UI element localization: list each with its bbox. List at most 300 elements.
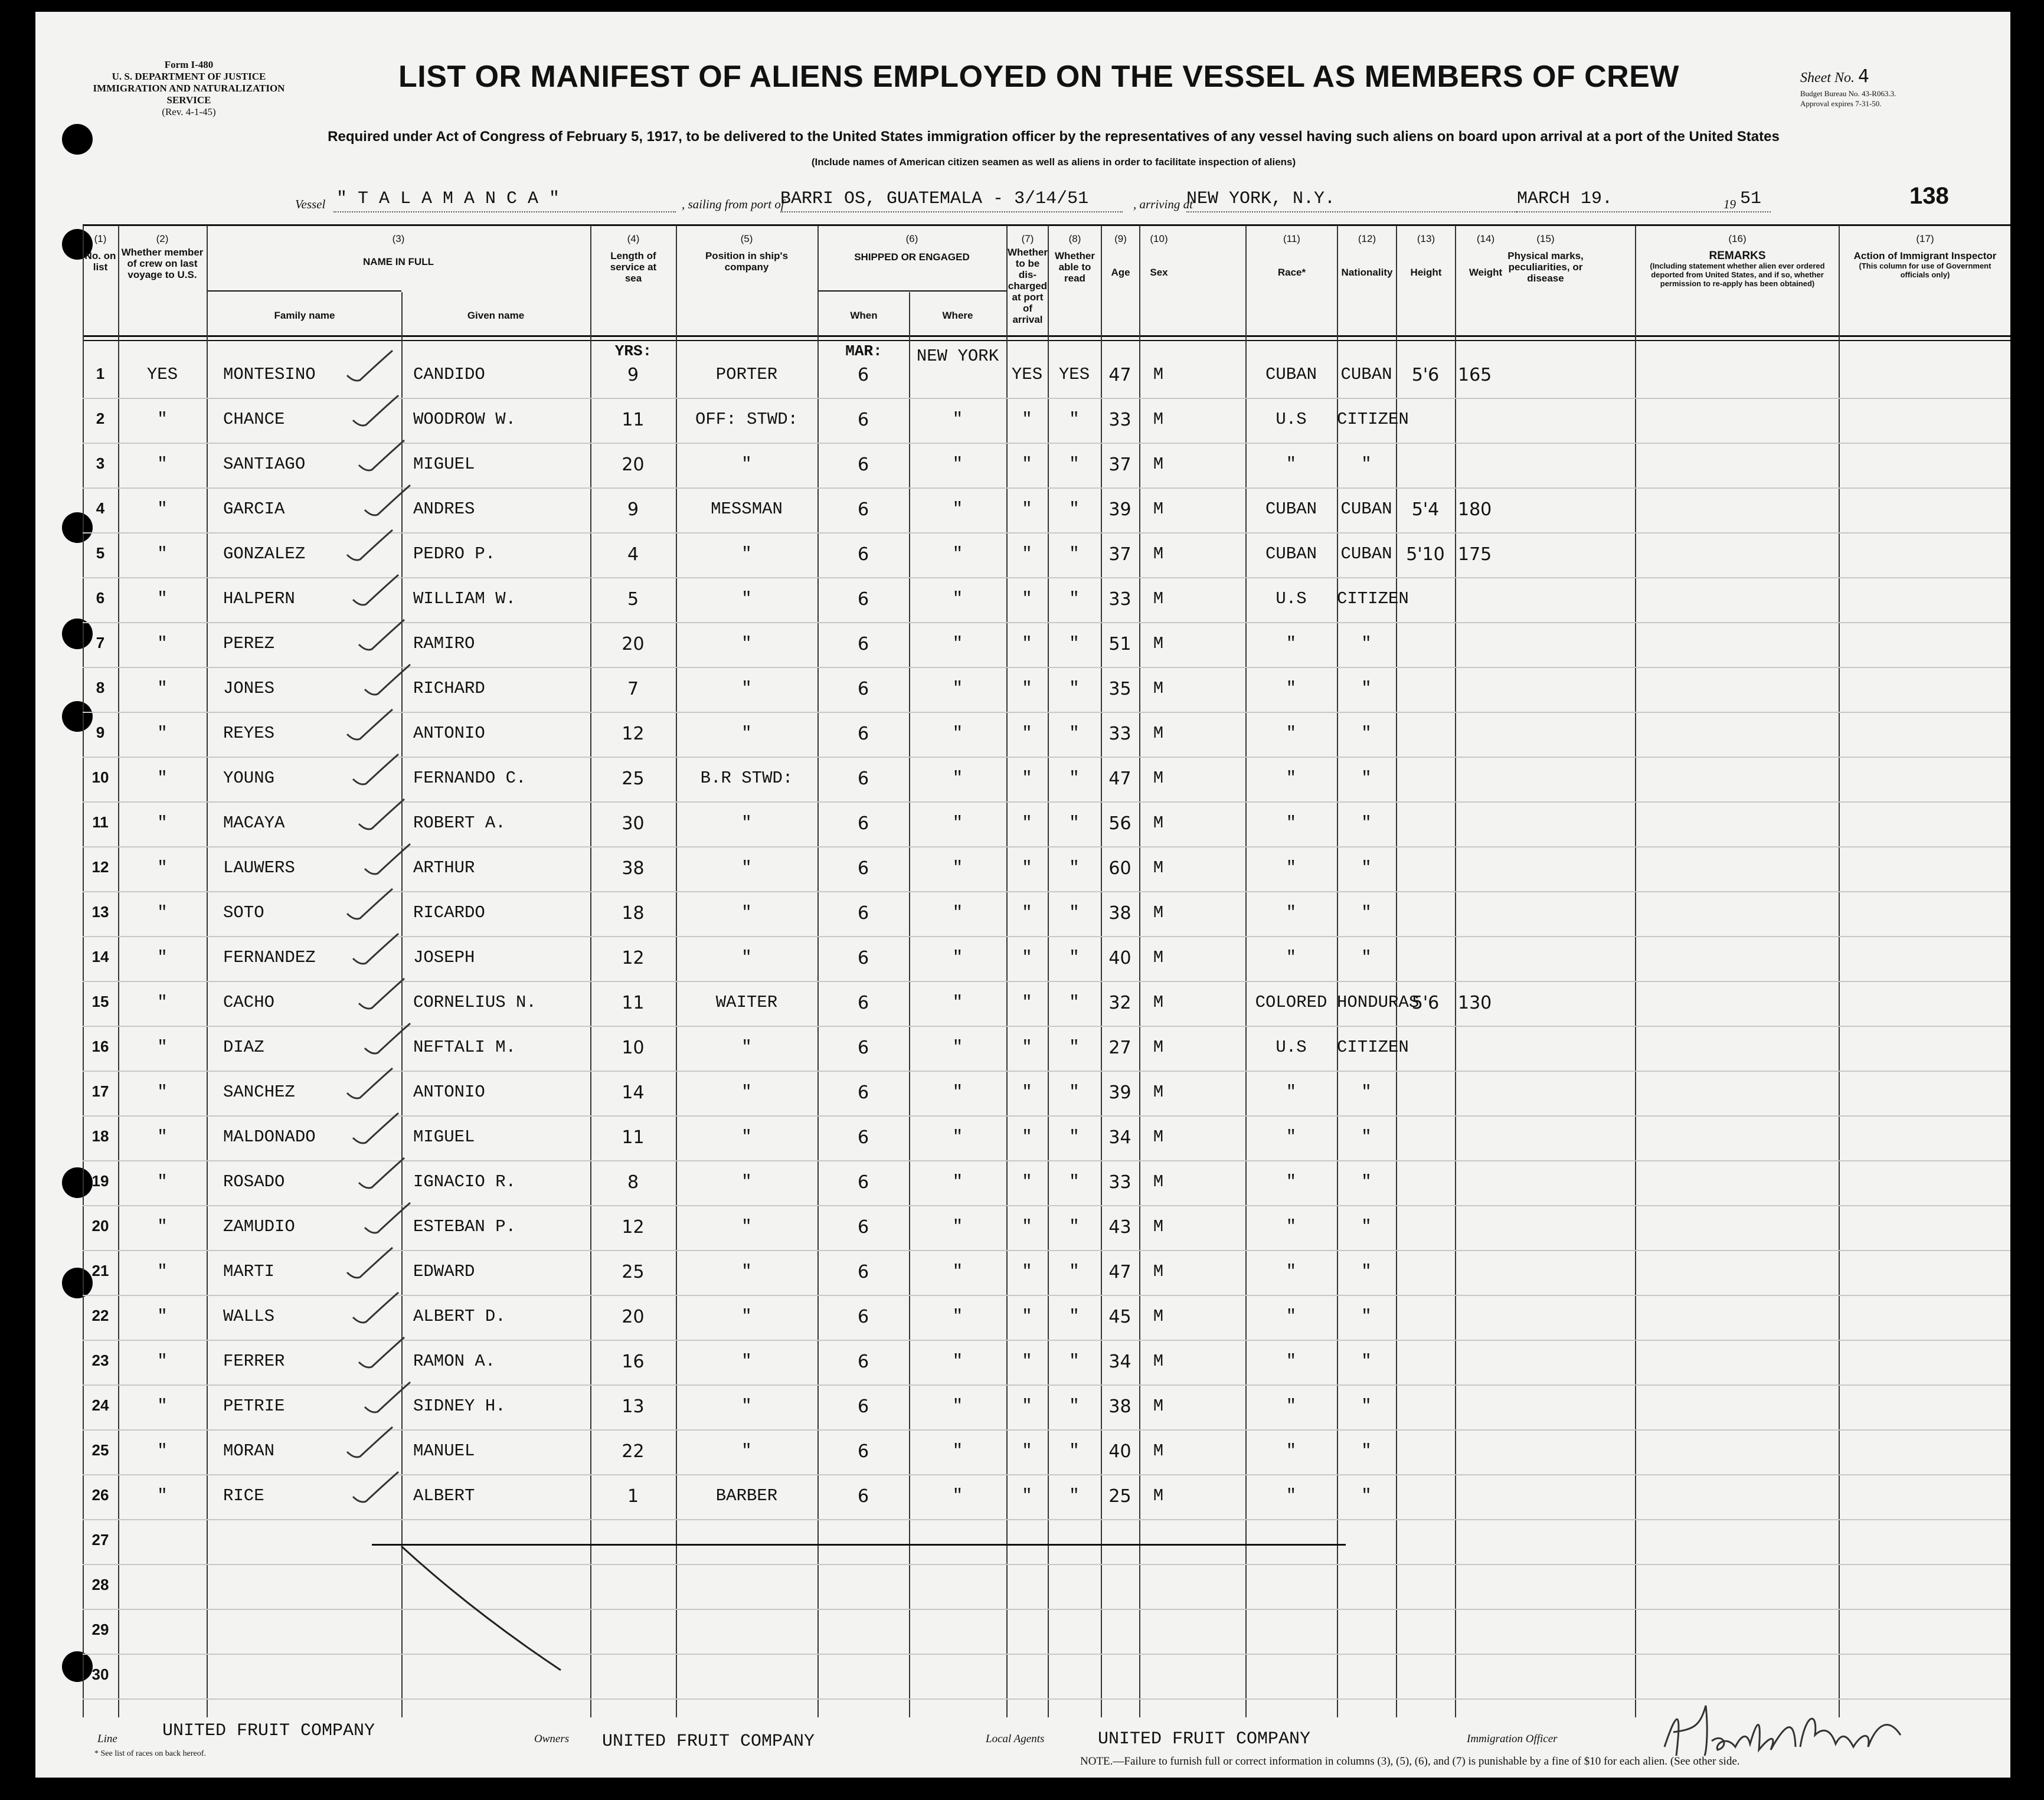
line-label: Line bbox=[97, 1733, 117, 1745]
cell-race: " bbox=[1286, 1172, 1297, 1192]
cell-crew: " bbox=[157, 1396, 168, 1416]
cell-when: 6 bbox=[857, 1038, 869, 1058]
cell-given: WILLIAM W. bbox=[413, 589, 516, 608]
cell-read: " bbox=[1069, 1262, 1080, 1281]
check-mark-icon bbox=[348, 570, 401, 611]
cell-read: " bbox=[1069, 948, 1080, 967]
cell-crew: " bbox=[157, 410, 168, 429]
cell-race: " bbox=[1286, 1486, 1297, 1506]
cell-where: " bbox=[952, 1351, 963, 1371]
cell-service: 1 bbox=[627, 1486, 639, 1507]
header-col-4: (4) Length of service at sea bbox=[610, 233, 657, 284]
cell-no: 11 bbox=[92, 813, 109, 831]
page-title: LIST OR MANIFEST OF ALIENS EMPLOYED ON THE VESSEL AS MEMBERS OF CREW bbox=[398, 60, 1679, 94]
header-col-7: (7) Whether to be dis-charged at port of arrival bbox=[1008, 233, 1048, 325]
check-mark-icon bbox=[342, 1063, 395, 1105]
cell-given: RAMIRO bbox=[413, 634, 475, 653]
cell-no: 13 bbox=[91, 903, 109, 921]
cell-when: 6 bbox=[857, 410, 869, 430]
check-mark-icon bbox=[354, 1333, 407, 1374]
cell-where: " bbox=[952, 499, 963, 519]
header-col-8: (8) Whether able to read bbox=[1055, 233, 1095, 284]
cell-discharged: " bbox=[1022, 1441, 1032, 1461]
header-col-9: (9) Age bbox=[1111, 233, 1130, 278]
cell-crew: " bbox=[157, 948, 168, 967]
cell-no: 9 bbox=[96, 724, 105, 741]
check-mark-icon bbox=[348, 1467, 401, 1508]
cell-race: " bbox=[1286, 634, 1297, 653]
cell-service: 4 bbox=[627, 544, 639, 565]
arrival-port: NEW YORK, N.Y. bbox=[1186, 189, 1336, 209]
cell-crew: " bbox=[157, 768, 168, 788]
cell-family: CHANCE bbox=[223, 410, 285, 429]
cell-sex: M bbox=[1153, 858, 1164, 878]
cell-crew: " bbox=[157, 993, 168, 1012]
cell-read: " bbox=[1069, 1217, 1080, 1236]
cell-when: 6 bbox=[857, 589, 869, 610]
cell-race: " bbox=[1286, 858, 1297, 878]
form-number: Form I-480 bbox=[164, 59, 214, 70]
header-col-17: (17) Action of Immigrant Inspector (This column for use of Government officials only) bbox=[1853, 233, 1997, 279]
check-mark-icon bbox=[354, 1153, 407, 1194]
cell-given: SIDNEY H. bbox=[413, 1396, 506, 1416]
form-identifier bbox=[71, 59, 307, 118]
cell-no: 24 bbox=[91, 1396, 109, 1414]
cell-service: 9 bbox=[627, 499, 639, 520]
cell-service: 16 bbox=[622, 1351, 645, 1372]
cell-no: 8 bbox=[96, 679, 105, 696]
cell-discharged: " bbox=[1022, 1038, 1032, 1057]
table-row-empty bbox=[35, 1610, 2010, 1655]
cell-position: MESSMAN bbox=[711, 499, 783, 519]
cell-given: RICHARD bbox=[413, 679, 485, 698]
cell-where: " bbox=[952, 1172, 963, 1192]
table-row bbox=[35, 803, 2010, 847]
cell-given: NEFTALI M. bbox=[413, 1038, 516, 1057]
table-row bbox=[35, 758, 2010, 803]
header-col-6: (6) SHIPPED OR ENGAGED bbox=[854, 233, 970, 263]
cell-nationality: " bbox=[1361, 1396, 1372, 1416]
cell-where: " bbox=[952, 1217, 963, 1236]
cell-nationality: " bbox=[1361, 768, 1372, 788]
cell-where: " bbox=[952, 1127, 963, 1147]
cell-crew: " bbox=[157, 858, 168, 878]
cell-position: " bbox=[741, 858, 752, 878]
agents-label: Local Agents bbox=[986, 1733, 1045, 1745]
cell-race: CUBAN bbox=[1265, 544, 1317, 564]
cell-service: 20 bbox=[622, 454, 645, 475]
cell-when: 6 bbox=[857, 499, 869, 520]
cell-age: 45 bbox=[1108, 1307, 1131, 1327]
table-row bbox=[35, 1386, 2010, 1431]
check-mark-icon bbox=[348, 391, 401, 432]
cell-family: FERRER bbox=[223, 1351, 285, 1371]
cell-age: 37 bbox=[1108, 544, 1131, 565]
cell-sex: M bbox=[1153, 544, 1164, 564]
cell-where: " bbox=[952, 948, 963, 967]
cell-position: " bbox=[741, 1396, 752, 1416]
cell-when: 6 bbox=[857, 813, 869, 834]
cell-race: " bbox=[1286, 1082, 1297, 1102]
cell-no: 27 bbox=[91, 1531, 109, 1549]
cell-weight: 165 bbox=[1458, 365, 1492, 385]
cell-where: NEW YORK bbox=[916, 346, 999, 366]
cell-race: U.S bbox=[1276, 589, 1307, 608]
cell-discharged: " bbox=[1022, 1217, 1032, 1236]
check-mark-icon bbox=[342, 1243, 395, 1284]
header-given-name: Given name bbox=[467, 310, 525, 321]
check-mark-icon bbox=[354, 436, 407, 477]
cell-age: 47 bbox=[1108, 768, 1131, 789]
cell-read: " bbox=[1069, 679, 1080, 698]
cell-given: ANDRES bbox=[413, 499, 475, 519]
table-row bbox=[35, 1475, 2010, 1520]
cell-discharged: " bbox=[1022, 410, 1032, 429]
cell-where: " bbox=[952, 589, 963, 608]
cell-nationality: " bbox=[1361, 903, 1372, 922]
check-mark-icon bbox=[354, 794, 407, 836]
cell-where: " bbox=[952, 1038, 963, 1057]
cell-when: 6 bbox=[857, 454, 869, 475]
table-row bbox=[35, 399, 2010, 444]
cell-no: 22 bbox=[91, 1307, 109, 1324]
cell-discharged: " bbox=[1022, 858, 1032, 878]
cell-when: 6 bbox=[857, 1351, 869, 1372]
cell-race: " bbox=[1286, 454, 1297, 474]
cell-read: " bbox=[1069, 1441, 1080, 1461]
cell-service: 11 bbox=[622, 993, 645, 1013]
cell-nationality: CUBAN bbox=[1340, 365, 1392, 384]
cell-given: CANDIDO bbox=[413, 365, 485, 384]
cell-sex: M bbox=[1153, 768, 1164, 788]
cell-no: 12 bbox=[91, 858, 109, 876]
cell-no: 17 bbox=[91, 1082, 109, 1100]
cell-when: 6 bbox=[857, 1441, 869, 1462]
check-mark-icon bbox=[354, 974, 407, 1015]
check-mark-icon bbox=[342, 346, 395, 387]
cell-sex: M bbox=[1153, 813, 1164, 833]
cell-nationality: CITIZEN bbox=[1337, 1038, 1409, 1057]
cell-crew: YES bbox=[146, 365, 178, 384]
cell-age: 25 bbox=[1108, 1486, 1131, 1507]
cell-position: " bbox=[741, 1262, 752, 1281]
cell-when: 6 bbox=[857, 634, 869, 654]
cell-service: 18 bbox=[622, 903, 645, 924]
cell-sex: M bbox=[1153, 1082, 1164, 1102]
cell-read: " bbox=[1069, 499, 1080, 519]
cell-age: 27 bbox=[1108, 1038, 1131, 1058]
years-marker: YRS: bbox=[614, 342, 652, 360]
cell-sex: M bbox=[1153, 589, 1164, 608]
cell-read: " bbox=[1069, 1351, 1080, 1371]
cell-family: JONES bbox=[223, 679, 275, 698]
cell-crew: " bbox=[157, 1262, 168, 1281]
cell-service: 38 bbox=[622, 858, 645, 879]
cell-race: " bbox=[1286, 1217, 1297, 1236]
cell-nationality: " bbox=[1361, 948, 1372, 967]
cell-position: " bbox=[741, 813, 752, 833]
cell-read: " bbox=[1069, 1082, 1080, 1102]
cell-family: FERNANDEZ bbox=[223, 948, 316, 967]
cell-service: 30 bbox=[622, 813, 645, 834]
cell-nationality: " bbox=[1361, 1351, 1372, 1371]
check-mark-icon bbox=[342, 884, 395, 925]
cell-age: 56 bbox=[1108, 813, 1131, 834]
cell-when: 6 bbox=[857, 365, 869, 385]
cell-sex: M bbox=[1153, 1396, 1164, 1416]
cell-where: " bbox=[952, 679, 963, 698]
cell-where: " bbox=[952, 1307, 963, 1326]
cell-family: YOUNG bbox=[223, 768, 275, 788]
check-mark-icon bbox=[360, 1019, 413, 1060]
cell-when: 6 bbox=[857, 1307, 869, 1327]
cell-given: MIGUEL bbox=[413, 454, 475, 474]
cell-given: WOODROW W. bbox=[413, 410, 516, 429]
cell-no: 30 bbox=[91, 1665, 109, 1683]
cell-sex: M bbox=[1153, 1127, 1164, 1147]
cell-family: ZAMUDIO bbox=[223, 1217, 295, 1236]
check-mark-icon bbox=[360, 660, 413, 701]
cell-discharged: " bbox=[1022, 903, 1032, 922]
cell-position: " bbox=[741, 1127, 752, 1147]
march-marker: MAR: bbox=[845, 342, 882, 360]
vessel-name: " T A L A M A N C A " bbox=[336, 189, 560, 209]
table-row bbox=[35, 937, 2010, 982]
table-row bbox=[35, 1341, 2010, 1386]
cell-sex: M bbox=[1153, 1172, 1164, 1192]
cell-when: 6 bbox=[857, 1172, 869, 1193]
header-col-15: (15) Physical marks, peculiarities, or disease bbox=[1507, 233, 1584, 284]
subtitle-note: (Include names of American citizen seamen as well as aliens in order to facilitate inspection of aliens) bbox=[811, 156, 1296, 168]
cell-crew: " bbox=[157, 634, 168, 653]
cell-discharged: YES bbox=[1011, 365, 1043, 384]
cell-given: ALBERT D. bbox=[413, 1307, 506, 1326]
cell-age: 33 bbox=[1108, 724, 1131, 744]
cell-service: 12 bbox=[622, 948, 645, 968]
punch-hole bbox=[62, 124, 93, 155]
table-row bbox=[35, 668, 2010, 713]
cell-crew: " bbox=[157, 1172, 168, 1192]
cell-read: " bbox=[1069, 454, 1080, 474]
cell-crew: " bbox=[157, 1307, 168, 1326]
cell-position: " bbox=[741, 903, 752, 922]
cell-when: 6 bbox=[857, 768, 869, 789]
cell-when: 6 bbox=[857, 858, 869, 879]
cell-position: B.R STWD: bbox=[700, 768, 793, 788]
cell-position: BARBER bbox=[715, 1486, 778, 1506]
cell-family: RICE bbox=[223, 1486, 264, 1506]
header-when: When bbox=[850, 310, 878, 321]
check-mark-icon bbox=[342, 525, 395, 567]
cell-no: 28 bbox=[91, 1576, 109, 1593]
cell-no: 3 bbox=[96, 454, 105, 472]
check-mark-icon bbox=[360, 480, 413, 522]
department: U. S. DEPARTMENT OF JUSTICE bbox=[112, 71, 266, 82]
cell-crew: " bbox=[157, 903, 168, 922]
check-mark-icon bbox=[342, 705, 395, 746]
cell-age: 35 bbox=[1108, 679, 1131, 699]
cell-discharged: " bbox=[1022, 589, 1032, 608]
table-row bbox=[35, 1161, 2010, 1206]
cell-discharged: " bbox=[1022, 1351, 1032, 1371]
check-mark-icon bbox=[354, 615, 407, 656]
cell-given: JOSEPH bbox=[413, 948, 475, 967]
cell-crew: " bbox=[157, 499, 168, 519]
departure-port: BARRI OS, GUATEMALA - 3/14/51 bbox=[780, 189, 1089, 209]
cell-height: 5'4 bbox=[1411, 499, 1440, 520]
table-row bbox=[35, 489, 2010, 534]
owners-value: UNITED FRUIT COMPANY bbox=[602, 1732, 815, 1752]
officer-signature bbox=[1659, 1700, 1906, 1765]
cell-when: 6 bbox=[857, 1217, 869, 1238]
cell-position: WAITER bbox=[715, 993, 778, 1012]
header-col-11: (11) Race* bbox=[1277, 233, 1306, 278]
cell-age: 37 bbox=[1108, 454, 1131, 475]
cell-no: 4 bbox=[96, 499, 105, 517]
cell-where: " bbox=[952, 993, 963, 1012]
cell-discharged: " bbox=[1022, 948, 1032, 967]
cell-sex: M bbox=[1153, 1486, 1164, 1506]
arrival-date: MARCH 19. bbox=[1517, 189, 1613, 209]
voyage-line bbox=[35, 183, 2010, 218]
table-row bbox=[35, 713, 2010, 758]
cell-race: " bbox=[1286, 1396, 1297, 1416]
cell-race: " bbox=[1286, 1307, 1297, 1326]
cell-given: CORNELIUS N. bbox=[413, 993, 537, 1012]
cell-no: 2 bbox=[96, 410, 105, 427]
cell-discharged: " bbox=[1022, 544, 1032, 564]
cell-where: " bbox=[952, 634, 963, 653]
cell-family: MALDONADO bbox=[223, 1127, 316, 1147]
cell-sex: M bbox=[1153, 410, 1164, 429]
cell-position: " bbox=[741, 948, 752, 967]
cell-crew: " bbox=[157, 1217, 168, 1236]
cell-position: " bbox=[741, 724, 752, 743]
cell-no: 19 bbox=[91, 1172, 109, 1190]
cell-discharged: " bbox=[1022, 1127, 1032, 1147]
check-mark-icon bbox=[348, 929, 401, 970]
cell-family: SANCHEZ bbox=[223, 1082, 295, 1102]
cell-given: IGNACIO R. bbox=[413, 1172, 516, 1192]
cell-when: 6 bbox=[857, 993, 869, 1013]
cell-given: RAMON A. bbox=[413, 1351, 496, 1371]
cell-race: " bbox=[1286, 903, 1297, 922]
cell-read: " bbox=[1069, 1486, 1080, 1506]
cell-service: 20 bbox=[622, 634, 645, 654]
cell-family: ROSADO bbox=[223, 1172, 285, 1192]
line-value: UNITED FRUIT COMPANY bbox=[162, 1721, 375, 1741]
cell-age: 33 bbox=[1108, 410, 1131, 430]
cell-position: " bbox=[741, 634, 752, 653]
cell-race: " bbox=[1286, 1351, 1297, 1371]
table-row bbox=[35, 534, 2010, 578]
cell-no: 5 bbox=[96, 544, 105, 562]
cell-family: GARCIA bbox=[223, 499, 285, 519]
cell-position: " bbox=[741, 1082, 752, 1102]
cell-where: " bbox=[952, 1441, 963, 1461]
cell-read: " bbox=[1069, 993, 1080, 1012]
cell-no: 20 bbox=[91, 1217, 109, 1235]
cell-crew: " bbox=[157, 1351, 168, 1371]
cell-read: " bbox=[1069, 589, 1080, 608]
cell-age: 39 bbox=[1108, 499, 1131, 520]
cell-nationality: " bbox=[1361, 454, 1372, 474]
cell-when: 6 bbox=[857, 1082, 869, 1103]
cell-given: FERNANDO C. bbox=[413, 768, 526, 788]
cell-crew: " bbox=[157, 454, 168, 474]
cell-service: 25 bbox=[622, 1262, 645, 1282]
cell-race: " bbox=[1286, 724, 1297, 743]
cell-no: 25 bbox=[91, 1441, 109, 1459]
cell-service: 9 bbox=[627, 365, 639, 385]
check-mark-icon bbox=[360, 839, 413, 881]
cell-read: " bbox=[1069, 1307, 1080, 1326]
cell-no: 7 bbox=[96, 634, 105, 652]
cell-no: 18 bbox=[91, 1127, 109, 1145]
cell-position: PORTER bbox=[715, 365, 778, 384]
cell-service: 8 bbox=[627, 1172, 639, 1193]
cell-race: " bbox=[1286, 679, 1297, 698]
cell-sex: M bbox=[1153, 454, 1164, 474]
cell-nationality: CUBAN bbox=[1340, 544, 1392, 564]
cell-sex: M bbox=[1153, 365, 1164, 384]
cell-age: 40 bbox=[1108, 1441, 1131, 1462]
cell-where: " bbox=[952, 1396, 963, 1416]
table-row bbox=[35, 1431, 2010, 1475]
table-row bbox=[35, 1296, 2010, 1341]
table-row-empty bbox=[35, 1655, 2010, 1700]
cell-crew: " bbox=[157, 1038, 168, 1057]
cell-age: 34 bbox=[1108, 1351, 1131, 1372]
cell-age: 51 bbox=[1108, 634, 1131, 654]
cell-read: " bbox=[1069, 544, 1080, 564]
cell-nationality: " bbox=[1361, 724, 1372, 743]
cell-where: " bbox=[952, 1262, 963, 1281]
cell-given: ARTHUR bbox=[413, 858, 475, 878]
cell-family: PETRIE bbox=[223, 1396, 285, 1416]
cell-read: " bbox=[1069, 724, 1080, 743]
header-col-10-num: (10) bbox=[1150, 233, 1168, 244]
cell-no: 26 bbox=[91, 1486, 109, 1504]
cell-crew: " bbox=[157, 813, 168, 833]
cell-given: MANUEL bbox=[413, 1441, 475, 1461]
check-mark-icon bbox=[348, 1288, 401, 1329]
cell-family: MORAN bbox=[223, 1441, 275, 1461]
cell-service: 22 bbox=[622, 1441, 645, 1462]
cell-family: CACHO bbox=[223, 993, 275, 1012]
cell-where: " bbox=[952, 410, 963, 429]
cell-nationality: CUBAN bbox=[1340, 499, 1392, 519]
cell-family: PEREZ bbox=[223, 634, 275, 653]
header-col-1: (1) No. on list bbox=[84, 233, 116, 273]
cell-read: " bbox=[1069, 1396, 1080, 1416]
year-prefix: 19 bbox=[1723, 197, 1736, 211]
cell-when: 6 bbox=[857, 1396, 869, 1417]
stamp-number: 138 bbox=[1909, 183, 1949, 209]
form-revision: (Rev. 4-1-45) bbox=[162, 106, 216, 117]
cell-given: ALBERT bbox=[413, 1486, 475, 1506]
header-col-12: (12) Nationality bbox=[1341, 233, 1393, 278]
cell-given: ANTONIO bbox=[413, 724, 485, 743]
cell-race: " bbox=[1286, 1262, 1297, 1281]
cell-given: PEDRO P. bbox=[413, 544, 496, 564]
cell-discharged: " bbox=[1022, 679, 1032, 698]
cell-race: CUBAN bbox=[1265, 365, 1317, 384]
cell-age: 33 bbox=[1108, 589, 1131, 610]
cell-discharged: " bbox=[1022, 993, 1032, 1012]
cell-where: " bbox=[952, 1082, 963, 1102]
cell-family: SANTIAGO bbox=[223, 454, 306, 474]
